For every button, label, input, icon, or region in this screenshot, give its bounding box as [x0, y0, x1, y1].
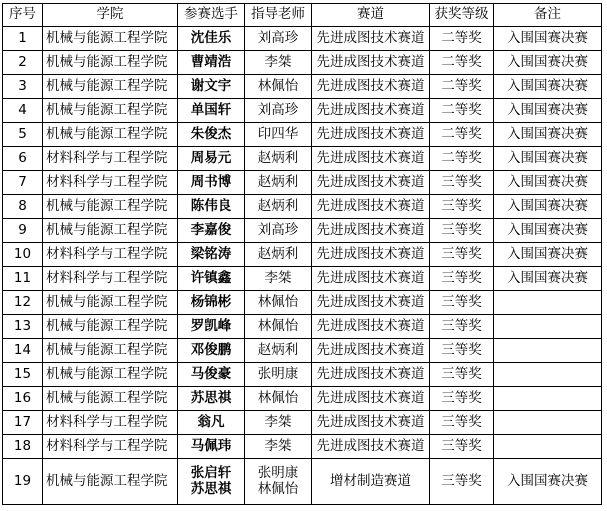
student-cell — [178, 51, 245, 75]
award-cell: 三等奖 — [430, 243, 494, 267]
teacher-cell-line: 刘高珍 — [257, 101, 299, 118]
table-body — [3, 27, 602, 505]
teacher-cell — [245, 171, 312, 195]
teacher-cell-line: 李桀 — [264, 437, 292, 454]
row-number: 17 — [3, 411, 43, 435]
table-row — [3, 267, 602, 291]
teacher-cell — [245, 243, 312, 267]
remark-cell: 入围国赛决赛 — [494, 219, 602, 243]
student-cell-line: 罗凯峰 — [190, 317, 232, 334]
remark-cell: 入围国赛决赛 — [494, 51, 602, 75]
remark-cell — [494, 387, 602, 411]
teacher-cell — [245, 387, 312, 411]
table-row — [3, 243, 602, 267]
teacher-cell-line: 林佩怡 — [257, 77, 299, 94]
college-cell: 材料科学与工程学院 — [43, 147, 178, 171]
teacher-cell-line: 刘高珍 — [257, 221, 299, 238]
track-cell: 先进成图技术赛道 — [312, 243, 430, 267]
student-cell-line: 翁凡 — [197, 413, 225, 430]
student-cell — [178, 75, 245, 99]
row-number: 6 — [3, 147, 43, 171]
student-cell — [178, 387, 245, 411]
student-cell-line: 苏思祺 — [190, 480, 232, 497]
award-cell: 三等奖 — [430, 267, 494, 291]
teacher-cell — [245, 267, 312, 291]
track-cell: 先进成图技术赛道 — [312, 315, 430, 339]
college-cell: 材料科学与工程学院 — [43, 243, 178, 267]
award-cell: 三等奖 — [430, 195, 494, 219]
award-cell: 二等奖 — [430, 123, 494, 147]
table-row — [3, 99, 602, 123]
track-cell: 先进成图技术赛道 — [312, 363, 430, 387]
college-cell: 材料科学与工程学院 — [43, 171, 178, 195]
student-cell — [178, 147, 245, 171]
teacher-cell-line: 李桀 — [264, 269, 292, 286]
table-row — [3, 147, 602, 171]
student-cell-line: 李嘉俊 — [190, 221, 232, 238]
student-cell-line: 曹靖浩 — [190, 53, 232, 70]
remark-cell — [494, 339, 602, 363]
teacher-cell-line: 赵炳利 — [257, 341, 299, 358]
remark-cell — [494, 411, 602, 435]
award-cell: 三等奖 — [430, 315, 494, 339]
teacher-cell-line: 张明康 — [257, 464, 299, 481]
award-cell: 二等奖 — [430, 147, 494, 171]
header-remark: 备注 — [494, 4, 602, 27]
teacher-cell — [245, 99, 312, 123]
student-cell — [178, 339, 245, 363]
award-cell: 二等奖 — [430, 75, 494, 99]
row-number: 3 — [3, 75, 43, 99]
college-cell: 机械与能源工程学院 — [43, 219, 178, 243]
row-number: 5 — [3, 123, 43, 147]
row-number: 12 — [3, 291, 43, 315]
track-cell: 先进成图技术赛道 — [312, 99, 430, 123]
remark-cell: 入围国赛决赛 — [494, 195, 602, 219]
row-number: 13 — [3, 315, 43, 339]
table-row — [3, 171, 602, 195]
track-cell: 先进成图技术赛道 — [312, 51, 430, 75]
remark-cell: 入围国赛决赛 — [494, 75, 602, 99]
remark-cell — [494, 291, 602, 315]
table-row — [3, 27, 602, 51]
student-cell — [178, 123, 245, 147]
remark-cell: 入围国赛决赛 — [494, 99, 602, 123]
teacher-cell-line: 赵炳利 — [257, 149, 299, 166]
student-cell-line: 马佩玮 — [190, 437, 232, 454]
row-number: 7 — [3, 171, 43, 195]
student-cell-line: 朱俊杰 — [190, 125, 232, 142]
track-cell: 增材制造赛道 — [312, 459, 430, 505]
row-number: 9 — [3, 219, 43, 243]
award-cell: 二等奖 — [430, 99, 494, 123]
student-cell — [178, 243, 245, 267]
student-cell-line: 许镇鑫 — [190, 269, 232, 286]
student-cell-line: 马俊豪 — [190, 365, 232, 382]
header-track: 赛道 — [312, 4, 430, 27]
teacher-cell-line: 刘高珍 — [257, 29, 299, 46]
teacher-cell — [245, 411, 312, 435]
remark-cell: 入围国赛决赛 — [494, 459, 602, 505]
teacher-cell — [245, 219, 312, 243]
track-cell: 先进成图技术赛道 — [312, 267, 430, 291]
teacher-cell — [245, 363, 312, 387]
track-cell: 先进成图技术赛道 — [312, 147, 430, 171]
remark-cell — [494, 435, 602, 459]
table-row — [3, 411, 602, 435]
track-cell: 先进成图技术赛道 — [312, 75, 430, 99]
student-cell-line: 杨锦彬 — [190, 293, 232, 310]
college-cell: 机械与能源工程学院 — [43, 123, 178, 147]
student-cell-line: 张启轩 — [190, 464, 232, 481]
row-number: 1 — [3, 27, 43, 51]
remark-cell: 入围国赛决赛 — [494, 27, 602, 51]
college-cell: 机械与能源工程学院 — [43, 27, 178, 51]
award-cell: 三等奖 — [430, 291, 494, 315]
student-cell-line: 陈伟良 — [190, 197, 232, 214]
award-cell: 三等奖 — [430, 339, 494, 363]
row-number: 4 — [3, 99, 43, 123]
award-cell: 三等奖 — [430, 411, 494, 435]
college-cell: 机械与能源工程学院 — [43, 339, 178, 363]
award-cell: 二等奖 — [430, 27, 494, 51]
track-cell: 先进成图技术赛道 — [312, 27, 430, 51]
row-number: 11 — [3, 267, 43, 291]
table-row — [3, 75, 602, 99]
award-cell: 三等奖 — [430, 171, 494, 195]
student-cell-line: 谢文宇 — [190, 77, 232, 94]
student-cell — [178, 195, 245, 219]
track-cell: 先进成图技术赛道 — [312, 171, 430, 195]
teacher-cell — [245, 51, 312, 75]
row-number: 16 — [3, 387, 43, 411]
teacher-cell-line: 赵炳利 — [257, 173, 299, 190]
award-cell: 三等奖 — [430, 219, 494, 243]
student-cell — [178, 291, 245, 315]
remark-cell: 入围国赛决赛 — [494, 123, 602, 147]
college-cell: 机械与能源工程学院 — [43, 291, 178, 315]
table-row — [3, 219, 602, 243]
track-cell: 先进成图技术赛道 — [312, 339, 430, 363]
college-cell: 机械与能源工程学院 — [43, 315, 178, 339]
student-cell — [178, 315, 245, 339]
student-cell — [178, 363, 245, 387]
student-cell-line: 周书博 — [190, 173, 232, 190]
student-cell — [178, 435, 245, 459]
college-cell: 机械与能源工程学院 — [43, 363, 178, 387]
table-row — [3, 195, 602, 219]
teacher-cell — [245, 147, 312, 171]
teacher-cell-line: 林佩怡 — [257, 293, 299, 310]
teacher-cell-line: 李桀 — [264, 53, 292, 70]
row-number: 14 — [3, 339, 43, 363]
remark-cell: 入围国赛决赛 — [494, 147, 602, 171]
row-number: 19 — [3, 459, 43, 505]
table-row — [3, 123, 602, 147]
award-cell: 三等奖 — [430, 459, 494, 505]
track-cell: 先进成图技术赛道 — [312, 435, 430, 459]
college-cell: 材料科学与工程学院 — [43, 435, 178, 459]
header-college: 学院 — [43, 4, 178, 27]
table-row — [3, 459, 602, 505]
track-cell: 先进成图技术赛道 — [312, 411, 430, 435]
track-cell: 先进成图技术赛道 — [312, 123, 430, 147]
college-cell: 机械与能源工程学院 — [43, 195, 178, 219]
table-row — [3, 339, 602, 363]
row-number: 18 — [3, 435, 43, 459]
student-cell-line: 苏思祺 — [190, 389, 232, 406]
teacher-cell — [245, 339, 312, 363]
teacher-cell — [245, 123, 312, 147]
student-cell — [178, 99, 245, 123]
award-table — [2, 3, 602, 505]
track-cell: 先进成图技术赛道 — [312, 195, 430, 219]
teacher-cell-line: 林佩怡 — [257, 480, 299, 497]
track-cell: 先进成图技术赛道 — [312, 291, 430, 315]
table-row — [3, 51, 602, 75]
header-row — [3, 4, 602, 27]
teacher-cell-line: 印四华 — [257, 125, 299, 142]
table-row — [3, 363, 602, 387]
student-cell-line: 梁铭涛 — [190, 245, 232, 262]
award-cell: 二等奖 — [430, 51, 494, 75]
remark-cell: 入围国赛决赛 — [494, 267, 602, 291]
student-cell-line: 沈佳乐 — [190, 29, 232, 46]
remark-cell — [494, 315, 602, 339]
college-cell: 机械与能源工程学院 — [43, 51, 178, 75]
teacher-cell-line: 赵炳利 — [257, 245, 299, 262]
teacher-cell — [245, 195, 312, 219]
student-cell — [178, 411, 245, 435]
remark-cell: 入围国赛决赛 — [494, 171, 602, 195]
teacher-cell — [245, 315, 312, 339]
teacher-cell — [245, 27, 312, 51]
row-number: 8 — [3, 195, 43, 219]
teacher-cell — [245, 459, 312, 505]
row-number: 2 — [3, 51, 43, 75]
teacher-cell-line: 李桀 — [264, 413, 292, 430]
teacher-cell — [245, 291, 312, 315]
award-cell: 三等奖 — [430, 363, 494, 387]
header-number: 序号 — [3, 4, 43, 27]
student-cell — [178, 267, 245, 291]
teacher-cell-line: 张明康 — [257, 365, 299, 382]
track-cell: 先进成图技术赛道 — [312, 387, 430, 411]
college-cell: 机械与能源工程学院 — [43, 387, 178, 411]
student-cell — [178, 27, 245, 51]
teacher-cell-line: 林佩怡 — [257, 389, 299, 406]
row-number: 10 — [3, 243, 43, 267]
college-cell: 机械与能源工程学院 — [43, 75, 178, 99]
award-cell: 三等奖 — [430, 387, 494, 411]
college-cell: 材料科学与工程学院 — [43, 411, 178, 435]
college-cell: 材料科学与工程学院 — [43, 267, 178, 291]
teacher-cell — [245, 435, 312, 459]
remark-cell — [494, 363, 602, 387]
row-number: 15 — [3, 363, 43, 387]
award-cell: 三等奖 — [430, 435, 494, 459]
student-cell-line: 邓俊鹏 — [190, 341, 232, 358]
table-row — [3, 291, 602, 315]
student-cell — [178, 459, 245, 505]
track-cell: 先进成图技术赛道 — [312, 219, 430, 243]
student-cell-line: 周易元 — [190, 149, 232, 166]
table-row — [3, 435, 602, 459]
header-award: 获奖等级 — [430, 4, 494, 27]
header-teachers: 指导老师 — [245, 4, 312, 27]
student-cell — [178, 219, 245, 243]
student-cell-line: 单国轩 — [190, 101, 232, 118]
header-students: 参赛选手 — [178, 4, 245, 27]
student-cell — [178, 171, 245, 195]
table-row — [3, 387, 602, 411]
table-row — [3, 315, 602, 339]
college-cell: 机械与能源工程学院 — [43, 459, 178, 505]
teacher-cell-line: 林佩怡 — [257, 317, 299, 334]
award-table-container — [2, 3, 602, 505]
teacher-cell-line: 赵炳利 — [257, 197, 299, 214]
teacher-cell — [245, 75, 312, 99]
college-cell: 机械与能源工程学院 — [43, 99, 178, 123]
remark-cell: 入围国赛决赛 — [494, 243, 602, 267]
